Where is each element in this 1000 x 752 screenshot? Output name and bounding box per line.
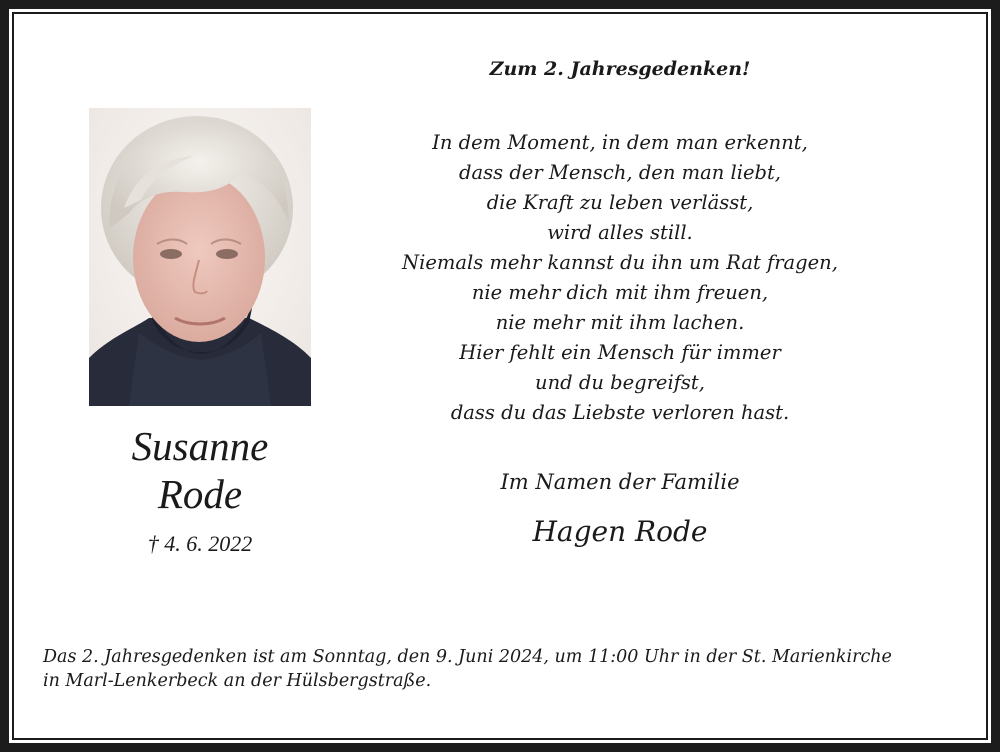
poem-line: In dem Moment, in dem man erkennt, — [432, 131, 808, 154]
poem-line: Niemals mehr kannst du ihn um Rat fragen, — [402, 251, 838, 274]
poem-line: nie mehr dich mit ihm freuen, — [471, 281, 769, 304]
poem-line: dass der Mensch, den man liebt, — [459, 161, 781, 184]
portrait-photo — [89, 108, 311, 406]
poem-line: nie mehr mit ihm lachen. — [495, 311, 745, 334]
poem-line: und du begreifst, — [535, 371, 705, 394]
poem-line: dass du das Liebste verloren hast. — [450, 401, 790, 424]
family-name: Hagen Rode — [532, 515, 708, 548]
memorial-service-notice — [43, 645, 973, 693]
deceased-first-name: Susanne — [131, 423, 269, 469]
notice-line: in Marl-Lenkerbeck an der Hülsbergstraße. — [43, 671, 432, 691]
family-intro: Im Namen der Familie — [500, 470, 740, 494]
death-date: † 4. 6. 2022 — [147, 531, 253, 556]
poem-line: Hier fehlt ein Mensch für immer — [459, 341, 781, 364]
memorial-heading: Zum 2. Jahresgedenken! — [489, 58, 751, 80]
deceased-last-name: Rode — [157, 471, 243, 517]
poem-line: wird alles still. — [547, 221, 693, 244]
poem — [360, 128, 880, 428]
poem-line: die Kraft zu leben verlässt, — [486, 191, 754, 214]
notice-line: Das 2. Jahresgedenken ist am Sonntag, den 9. Juni 2024, um 11:00 Uhr in der St. Marienkirche — [43, 647, 892, 667]
